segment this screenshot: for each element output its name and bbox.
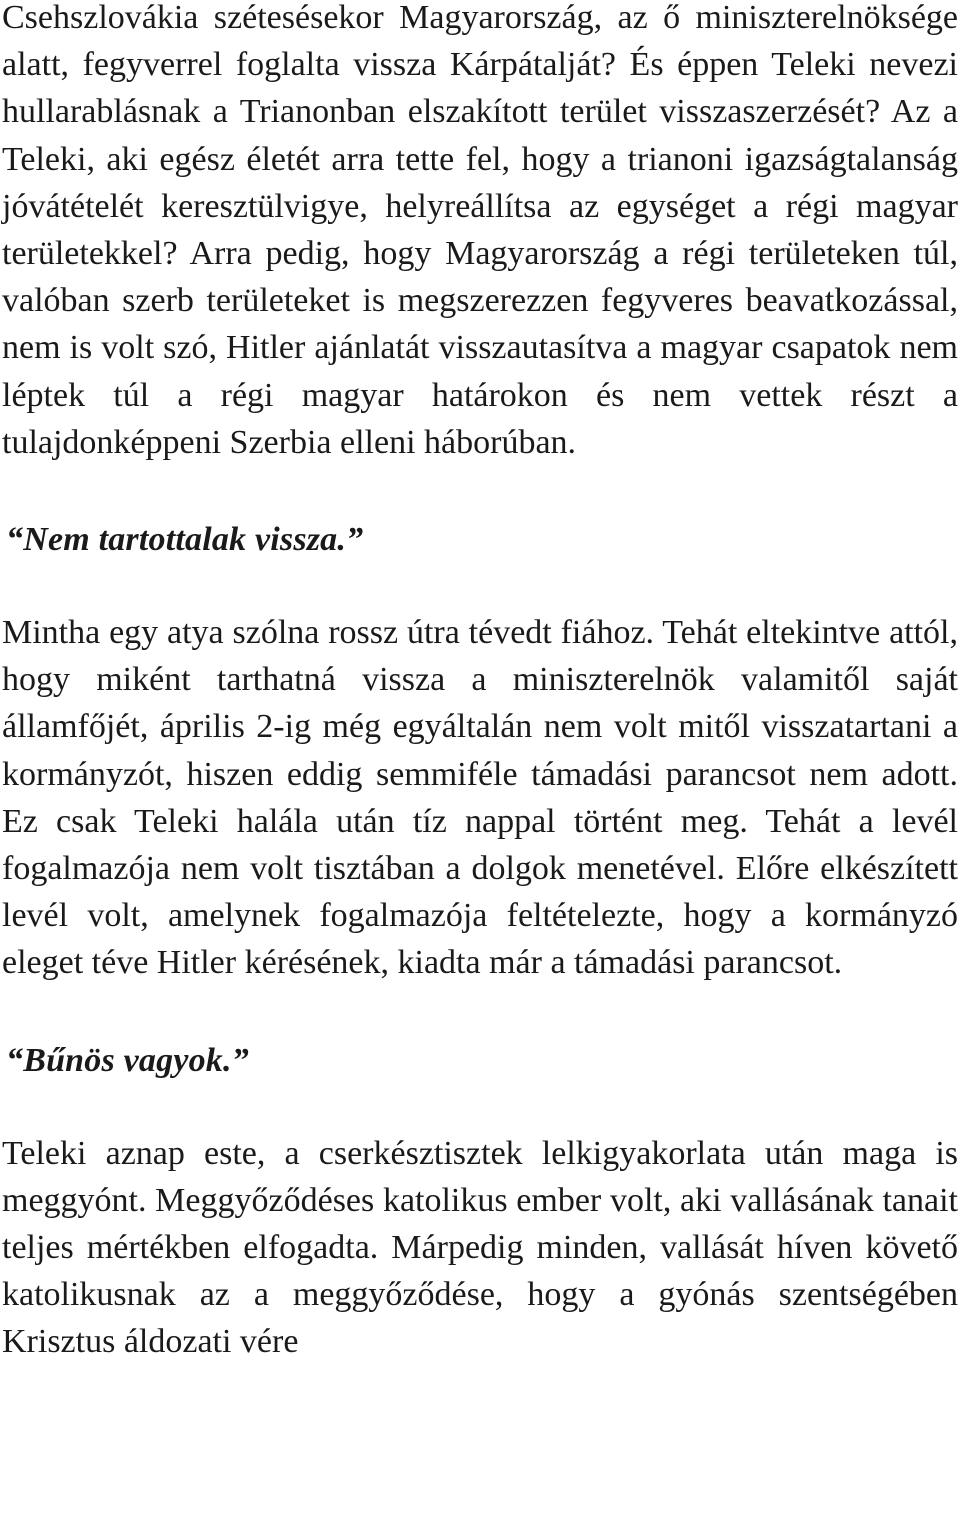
section-heading-bunos-vagyok: “Bűnös vagyok.” [6,1041,249,1079]
section-heading-nem-tartottalak: “Nem tartottalak vissza.” [6,521,364,559]
paragraph-kárpátalja: Csehszlovákia szétesésekor Magyarország, az ő miniszterelnöksége alatt, fegyverrel foglalta vissza Kárpátalját? És éppen Teleki nevezi hullarablásnak a Trianonban elszakított terület visszaszerzését? Az a Teleki, aki egész életét arra tette fel, hogy a trianoni igazságtalanság jóvátételét keresztülvigye, helyreállítsa az egységet a régi magyar területekkel? Arra pedig, hogy Magyarország a régi területeken túl, valóban szerb területeket is megszerezzen fegyveres beavatkozással, nem is volt szó, Hitler ajánlatát visszautasítva a magyar csapatok nem léptek túl a régi magyar határokon és nem vettek részt a tulajdonképpeni Szerbia elleni háborúban. [2,0,958,461]
paragraph-teleki-aznap-este: Teleki aznap este, a cserkésztisztek lelkigyakorlata után maga is meggyónt. Meggyőződéses katolikus ember volt, aki vallásának tanait teljes mértékben elfogadta. Márpedig minden, vallását híven követő katolikusnak az a meggyőződése, hogy a gyónás szentségében Krisztus áldozati vére [2,1134,958,1361]
paragraph-mintha-egy-atya: Mintha egy atya szólna rossz útra tévedt fiához. Tehát eltekintve attól, hogy miként tarthatná vissza a miniszterelnök valamitől saját államfőjét, április 2-ig még egyáltalán nem volt mitől visszatartani a kormányzót, hiszen eddig semmiféle támadási parancsot nem adott. Ez csak Teleki halála után tíz nappal történt meg. Tehát a levél fogalmazója nem volt tisztában a dolgok menetével. Előre elkészített levél volt, amelynek fogalmazója feltételezte, hogy a kormányzó eleget téve Hitler kérésének, kiadta már a támadási parancsot. [2,614,958,982]
document-page [2,0,958,1366]
